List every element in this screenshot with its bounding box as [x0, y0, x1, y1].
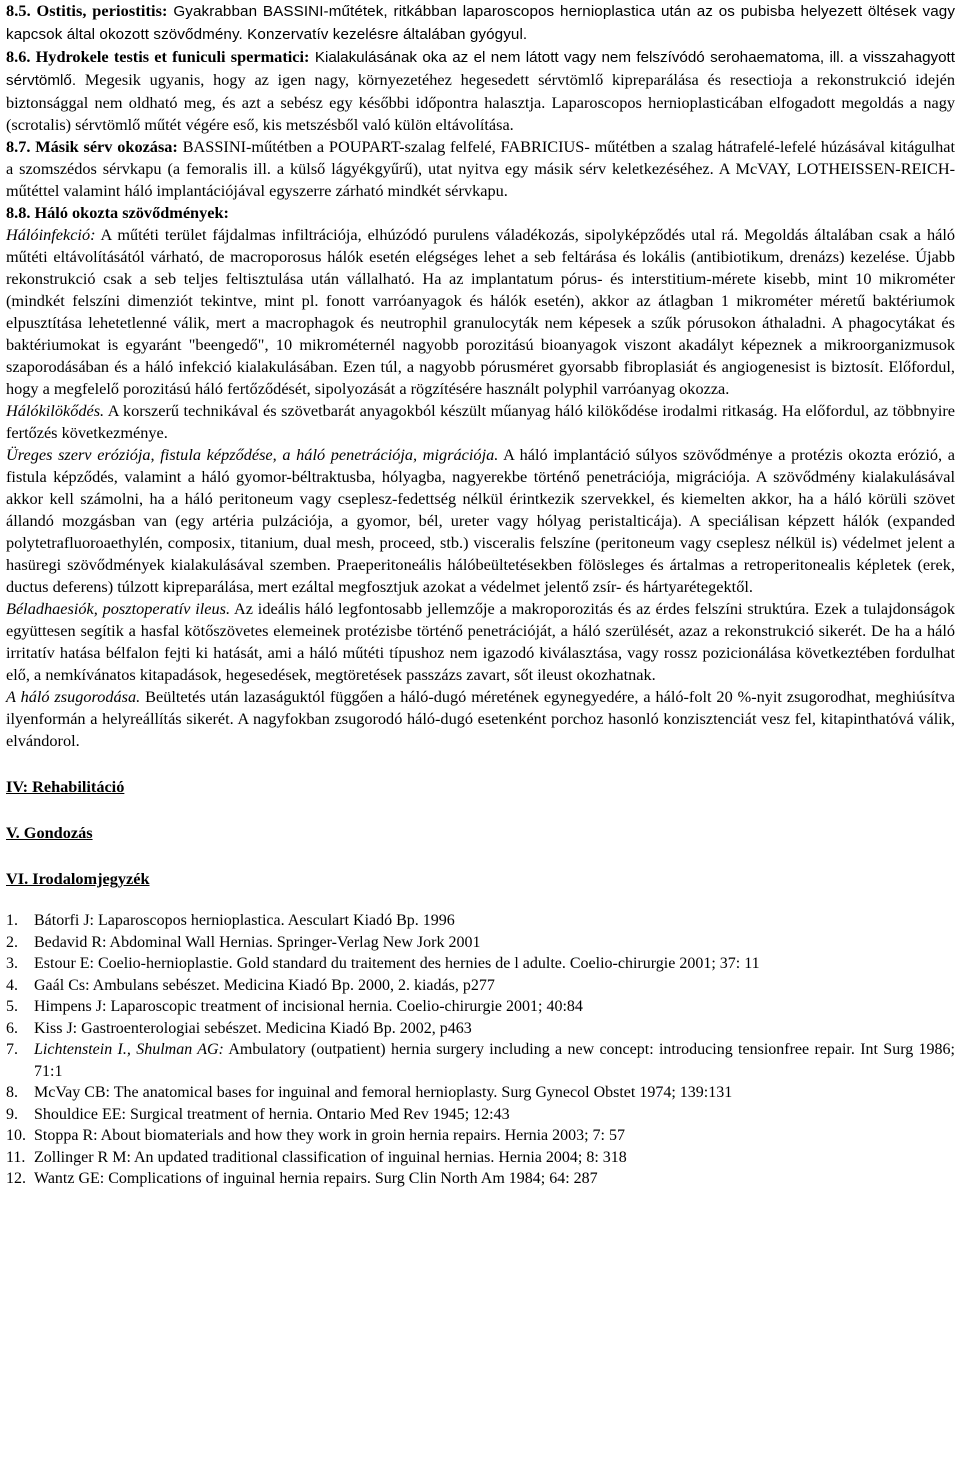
paragraph-title: Hálókilökődés.: [6, 401, 105, 420]
reference-item: 8. McVay CB: The anatomical bases for inguinal and femoral hernioplasty. Surg Gynecol Obstet 1974; 139:131: [6, 1084, 733, 1101]
reference-item: 4. Gaál Cs: Ambulans sebészet. Medicina Kiadó Bp. 2000, 2. kiadás, p277: [6, 976, 495, 994]
section-title: 8.5. Ostitis, periostitis:: [6, 1, 168, 20]
heading-references: VI. Irodalomjegyzék: [6, 869, 150, 888]
section-title: 8.7. Másik sérv okozása:: [6, 137, 178, 156]
reference-authors: Lichtenstein I., Shulman AG:: [34, 1041, 224, 1058]
section-title: 8.8. Háló okozta szövődmények:: [6, 203, 229, 222]
section-body: Gyakrabban BASSINI-műtétek, ritkábban laparoscopos hernioplastica után az os pubisba helyezett öltések vagy kapcsok által okozott szövődmény. Konzervatív kezelésre általában gyógyul.: [6, 3, 956, 43]
paragraph-infection: [6, 224, 955, 400]
paragraph-erosion: [6, 444, 955, 598]
heading-care: V. Gondozás: [6, 823, 93, 842]
paragraph-title: Béladhaesiók, posztoperatív ileus.: [6, 599, 231, 618]
paragraph-rejection: [6, 400, 955, 444]
paragraph-title: Hálóinfekció:: [6, 225, 96, 244]
paragraph-body: Beültetés után lazaságuktól függően a háló-dugó méretének egynegyedére, a háló-folt 20 %-nyit zsugorodhat, meghiúsítva ilyenformán a helyreállítás sikerét. A nagyfokban zsugorodó háló-dugó esetenként porchoz hasonló konzisztenciát vesz fel, kitapinthatóvá válik, elvándorol.: [6, 687, 956, 750]
section-8-5: [6, 0, 955, 46]
reference-item: 11. Zollinger R M: An updated traditional classification of inguinal hernias. Hernia 2004; 8: 318: [6, 1148, 627, 1166]
reference-item: 3. Estour E: Coelio-hernioplastie. Gold standard du traitement des hernies de l adulte. Coelio-chirurgie 2001; 37: 11: [6, 955, 760, 972]
reference-item: 2. Bedavid R: Abdominal Wall Hernias. Springer-Verlag New Jork 2001: [6, 933, 481, 951]
section-body: BASSINI-műtétben a POUPART-szalag felfelé, FABRICIUS- műtétben a szalag hátrafelé-lefelé húzásával kitágulhat a szomszédos sérvkapu (a femoralis ill. a külső lágyékgyűrű), utat nyitva egy másik sérv keletkezéséhez. A McVAY, LOTHEISSEN-REICH-műtéttel valamint háló implantációjával egyszerre zárható mindkét sérvkapu.: [6, 137, 955, 200]
paragraph-body: Az ideális háló legfontosabb jellemzője a makroporozitás és az érdes felszíni struktúra. Ezek a tulajdonságok együttesen segítik a hasfal kötőszövetes elemeinek protézisbe történő penetrációját, a háló szerülését, azaz a rekonstrukció sikerét. De ha a háló irritatív hatása bélfalon fejti ki hatását, ami a háló műtéti típushoz nem igazodó kiválasztása, vagy rossz pozicionálása következtében fordulhat elő, a nemkívánatos kitapadások, hegesedések, megtöretések passzázs zavart, sőt ileust okozhatnak.: [6, 599, 956, 684]
paragraph-title: A háló zsugorodása.: [6, 687, 141, 706]
section-body-sans: Kialakulásának oka az el nem látott vagy nem felszívódó serohaematoma, ill. a visszahagyott sérvtömlő.: [6, 49, 955, 89]
heading-rehabilitation: IV: Rehabilitáció: [6, 777, 125, 796]
section-8-6: [6, 46, 955, 136]
reference-item: 5. Himpens J: Laparoscopic treatment of incisional hernia. Coelio-chirurgie 2001; 40:84: [6, 998, 583, 1015]
reference-item: 10. Stoppa R: About biomaterials and how they work in groin hernia repairs. Hernia 2003; 7: 57: [6, 1127, 625, 1144]
section-body: Megesik ugyanis, hogy az igen nagy, környezetéhez hegesedett sérvtömlő kipreparálása és resectioja a rekonstrukció idején biztonsággal nem oldható meg, és azt a sebész egy későbbi időpontra halasztja. Laparoscopos hernioplasticában elfogadott megoldás a nagy (scrotalis) sérvtömlő műtét végére eső, kis metszésből való külön eltávolítása.: [6, 70, 955, 134]
paragraph-shrinkage: [6, 686, 955, 752]
reference-item: 1. Bátorfi J: Laparoscopos hernioplastica. Aesculart Kiadó Bp. 1996: [6, 912, 455, 929]
section-8-7: [6, 136, 955, 202]
reference-item: 9. Shouldice EE: Surgical treatment of hernia. Ontario Med Rev 1945; 12:43: [6, 1105, 510, 1123]
section-8-8-heading: [6, 202, 955, 224]
paragraph-adhesions: [6, 598, 955, 686]
section-title: 8.6. Hydrokele testis et funiculi spermatici:: [6, 47, 310, 66]
paragraph-body: A korszerű technikával és szövetbarát anyagokból készült műanyag háló kilökődése irodalmi ritkaság. Ha előfordul, az többnyire fertőzés következménye.: [6, 401, 955, 442]
paragraph-title: Üreges szerv eróziója, fistula képződése, a háló penetrációja, migrációja.: [6, 445, 499, 464]
paragraph-body: A háló implantáció súlyos szövődménye a protézis okozta erózió, a fistula képződés, valamint a háló gyomor-béltraktusba, hólyagba, nagyerekbe történő penetrációja, migrációja. A szövődmény kialakulásával akkor kell számolni, ha a háló peritoneum vagy cseplesz-fedettség nélkül érintkezik szervekkel, és kiemelten akkor, ha a háló körüli szövet állandó mozgásban van (egy artéria pulzációja, a gyomor, bél, ureter vagy hólyag peristalticája). A speciálisan képzett hálók (expanded polytetrafluoroaethylén, composix, titanium, dual mesh, proceed, stb.) visceralis felszíne (peritoneum vagy cseplesz nélkül is) védelmet jelent a hasüregi szövődmények kialakulásával szemben. Praeperitoneális hálóbeültetésekben fölösleges és ártalmas a retroperitonealis képletek (erek, ductus deferens) túlzott kipreparálása, mert ezáltal megfosztjuk azokat a védelmet jelentő zsír- és hártyarétegektől.: [6, 445, 955, 596]
reference-item: 7. Lichtenstein I., Shulman AG: Ambulatory (outpatient) hernia surgery including a new concept: introducing tensionfree repair. Int Surg 1986; 71:1: [6, 1041, 956, 1080]
reference-item: 6. Kiss J: Gastroenterologiai sebészet. Medicina Kiadó Bp. 2002, p463: [6, 1019, 472, 1037]
reference-list: [6, 910, 955, 1190]
reference-item: 12. Wantz GE: Complications of inguinal hernia repairs. Surg Clin North Am 1984; 64: 287: [6, 1170, 598, 1187]
paragraph-body: A műtéti terület fájdalmas infiltrációja, elhúzódó purulens váladékozás, sipolyképződés utal rá. Megoldás általában csak a háló műtéti eltávolításától várható, de macroporosus hálók esetén elégséges lehet a seb feltárása és lokális (antibiotikum, drenázs) kezelése. Újabb rekonstrukció csak a seb teljes feltisztulása után vállalható. Ha az implantatum pórus- és interstitium-mérete kisebb, mint 10 mikrométer (mindkét felszíni dimenziót tekintve, mint pl. fonott varróanyagok és hálók esetén), akkor az átlagban 1 mikrométer méretű baktériumok elpusztítása lehetetlenné válik, mert a macrophagok és neutrophil granulocyták nem képesek a szűk pórusokon áthaladni. A phagocytákat és baktériumokat is egyaránt "beengedő", 10 mikrométernél nagyobb porozitású bioanyagok viszont akadályt képeznek a mikroorganizmusok szaporodásában és a háló infekció kialakulásában. Ezen túl, a nagyobb pórusméret gyorsabb fibroplasiát és angiogenesist is biztosít. Előfordul, hogy a megfelelő porozitású háló fertőződését, sipolyozását a rögzítésére használt polyphil varróanyag okozza.: [6, 225, 955, 398]
